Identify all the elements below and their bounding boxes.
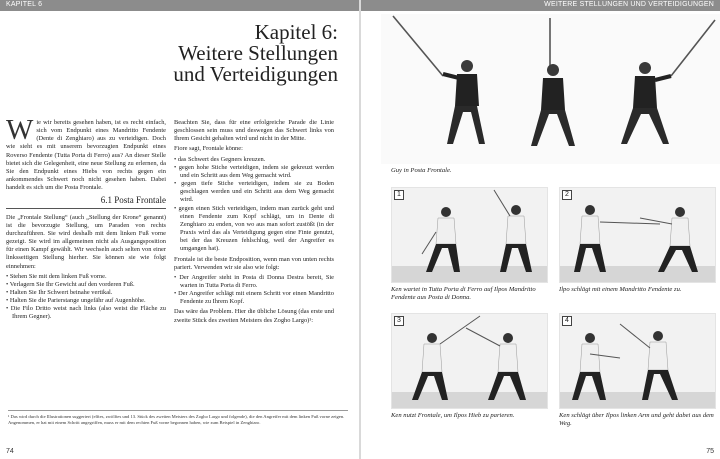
photo-1-figures [392, 188, 548, 283]
attack-bullet-list [174, 274, 334, 307]
photo-2 [559, 187, 716, 283]
photo-3-number: 3 [394, 316, 404, 326]
figure-pose-3 [621, 20, 715, 144]
bullet-item: • Verlagern Sie Ihr Gewicht auf den vorderen Fuß. [6, 280, 135, 288]
photo-4-caption: Ken schlägt über Ilpos linken Arm und geht dabei aus dem Weg. [559, 412, 714, 427]
figure-pose-2 [531, 18, 575, 146]
photo-4-number: 4 [562, 316, 572, 326]
page-number-right: 75 [706, 448, 714, 455]
chapter-title-line3: und Verteidigungen [173, 62, 338, 86]
footnote: ¹ Das wird durch die Illustrationen suggeriert (elftes, zwölftes und 13. Stück des zweiten Meisters des Zogho Largo und folgende), die den Angreifer mit dem linken Fuß vorne zeigen. Angenommen, er hat mit einem Schritt angegriffen, muss er mit dem rechten Fuß vorne begonnen haben, wie zum Beispiel in Zenghiaro. [8, 414, 345, 425]
bullet-item: • Stehen Sie mit dem linken Fuß vorne. [6, 272, 107, 280]
bullet-item: • gegen einen Stich verteidigen, indem man zurück geht und einen Fendente zum Kopf schlägt, um in Dente di Zenghiaro zu enden, von wo aus man sofort zustößt (in der Praxis wird das als Verteidigung gegen eine Finte genutzt, bei der das Kreuzen fehlschlug, weil der Angreifer es umgangen hat). [174, 204, 334, 253]
bullet-item: • gegen tiefe Stiche verteidigen, indem sie zu Boden geschlagen werden und ein Schritt aus dem Weg gemacht wird. [174, 180, 334, 204]
chapter-title [118, 22, 338, 85]
bullet-item: • gegen hohe Stiche verteidigen, indem sie gekreuzt werden und ein Schritt aus dem Weg gemacht wird. [174, 163, 334, 179]
photo-3-figures [392, 314, 548, 409]
figure-pose-1 [393, 16, 485, 144]
stance-bullet-list [6, 273, 166, 322]
bullet-item: • Halten Sie die Parierstange ungefähr auf Augenhöhe. [6, 297, 146, 305]
bullet-item: • Die Filo Dritto weist nach links (also weist die Fläche zu Ihrem Gegner). [6, 305, 166, 321]
figure-sequence [381, 14, 720, 164]
top-photo-caption: Guy in Posta Frontale. [391, 167, 452, 174]
chapter-title-line1: Kapitel 6: [254, 20, 338, 44]
photo-4 [559, 313, 716, 409]
left-column-1 [6, 114, 166, 322]
footnote-rule [8, 410, 348, 411]
fiore-paragraph: Fiore sagt, Frontale könne: [174, 145, 243, 153]
chapter-title-line2: Weitere Stellungen [178, 41, 338, 65]
parade-paragraph: Beachten Sie, dass für eine erfolgreiche Parade die Linie geschlossen sein muss und deswegen das Schwert links von Ihrem Gesicht gehalten wird und nicht in der Mitte. [174, 119, 334, 143]
photo-1-caption: Ken wartet in Tutta Porta di Ferro auf Ilpos Mandritto Fendente aus Posta di Donna. [391, 286, 536, 301]
left-header-bar [0, 0, 359, 11]
intro-text: ie wir bereits gesehen haben, ist es recht einfach, sich vom Endpunkt eines Mandritto Fendente (Dente di Zenghiaro) aus zu verteidigen. Doch wie sieht es mit unserem bevorzugten Endpunkt eines Roverso Fendente (Tutta Porta di Ferro) aus? An dieser Stelle bietet sich die Gelegenheit, eine neue Stellung zu erlernen, da Sie den Endpunkt eines Hiebs von rechts gegen ein ankommendes Schwert noch nicht gesehen haben. Dabei handelt es sich um die Posta Frontale. [6, 119, 166, 192]
fiore-bullet-list [174, 156, 334, 254]
right-running-header: WEITERE STELLUNGEN UND VERTEIDIGUNGEN [544, 1, 714, 8]
problem-paragraph: Das wäre das Problem. Hier die übliche Lösung (das erste und zweite Stück des zweiten Meisters des Zogho Largo)¹: [174, 308, 334, 324]
bullet-item: • Halten Sie Ihr Schwert beinahe vertikal. [6, 288, 113, 296]
frontale-paragraph: Die „Frontale Stellung“ (auch „Stellung der Krone“ genannt) ist die bevorzugte Stellung, um Paraden von rechts durchzuführen. Sie wird deshalb mit dem linken Fuß vorne gezeigt. Sie wird im allgemeinen nicht als Ausgangsposition für einen Kampf gewählt. Wir wechseln auch selten von einer linksseitigen Stellung hierher. Sie können sie wie folgt einnehmen: [6, 213, 166, 270]
photo-3 [391, 313, 548, 409]
photo-4-figures [560, 314, 716, 409]
photo-1-number: 1 [394, 190, 404, 200]
section-rule [6, 208, 166, 209]
left-page [0, 0, 359, 459]
photo-2-number: 2 [562, 190, 572, 200]
photo-2-caption: Ilpo schlägt mit einem Mandritto Fendente zu. [559, 286, 682, 293]
photo-2-figures [560, 188, 716, 283]
photo-guy-frontale [381, 14, 720, 164]
endposition-paragraph: Frontale ist die beste Endposition, wenn man von unten rechts pariert. Verwenden wir sie also wie folgt: [174, 255, 334, 271]
right-header-bar [361, 0, 720, 11]
left-running-header: KAPITEL 6 [6, 1, 43, 8]
bullet-item: • das Schwert des Gegners kreuzen. [174, 155, 266, 163]
dropcap: W [6, 114, 34, 146]
photo-3-caption: Ken nutzt Frontale, um Ilpos Hieb zu parieren. [391, 412, 515, 419]
bullet-item: • Der Angreifer schlägt mit einem Schritt vor einen Mandritto Fendente zu Ihrem Kopf. [174, 290, 334, 306]
section-heading: 6.1 Posta Frontale [100, 195, 166, 206]
photo-1 [391, 187, 548, 283]
right-page [361, 0, 720, 459]
intro-paragraph [6, 114, 166, 192]
page-number-left: 74 [6, 448, 14, 455]
bullet-item: • Der Angreifer steht in Posta di Donna Destra bereit, Sie warten in Tutta Porta di Ferro. [174, 273, 334, 289]
left-column-2 [174, 119, 334, 327]
